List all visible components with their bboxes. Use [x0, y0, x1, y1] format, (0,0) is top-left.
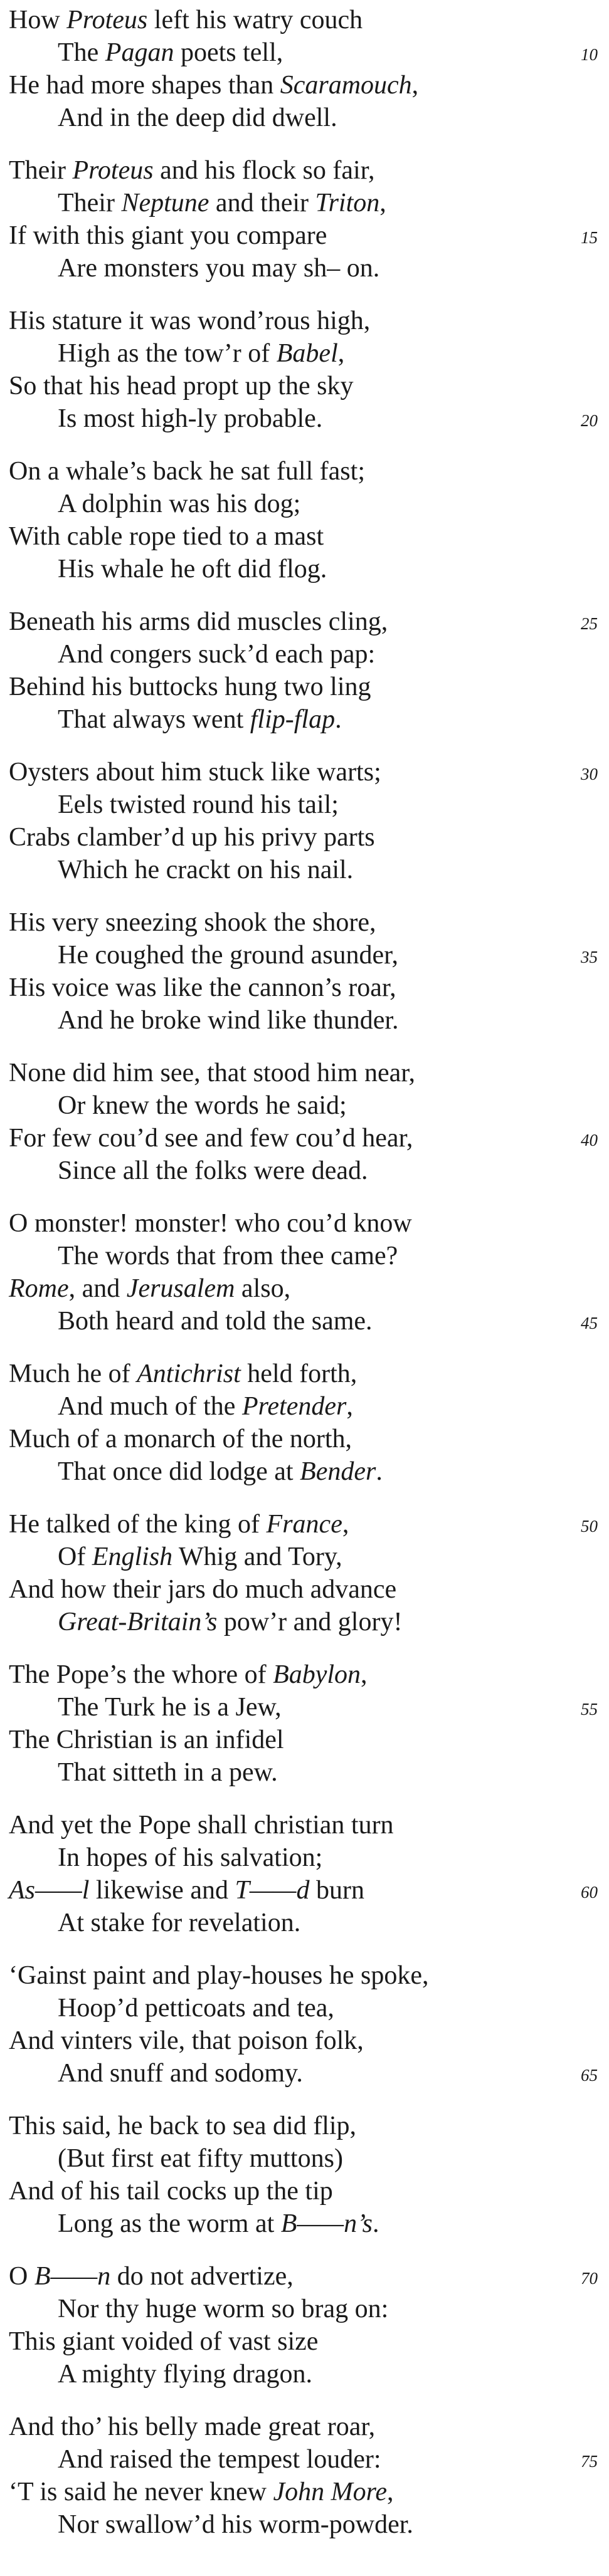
italic-text: Proteus: [72, 156, 154, 185]
verse-text: That always went: [58, 705, 250, 734]
stanza: [0, 1508, 609, 1671]
italic-text: Antichrist: [137, 1359, 241, 1388]
verse-text: .: [376, 1457, 383, 1486]
verse-text: Since all the folks were dead.: [58, 1156, 368, 1185]
verse-line: [9, 2110, 356, 2142]
verse-line: [58, 1240, 398, 1272]
verse-text: With cable rope tied to a mast: [9, 522, 324, 551]
verse-line: [58, 1390, 353, 1423]
verse-line: [9, 154, 374, 187]
verse-line: [9, 971, 396, 1004]
verse-text: On a whale’s back he sat full fast;: [9, 457, 365, 486]
verse-line: [58, 553, 327, 585]
verse-text: ,: [342, 1510, 349, 1539]
verse-text: The words that from thee came?: [58, 1242, 398, 1270]
stanza: [0, 154, 609, 317]
verse-line: [9, 821, 375, 854]
verse-line: [58, 1606, 402, 1638]
verse-line: [58, 638, 375, 671]
verse-text: Is most high-ly probable.: [58, 404, 323, 433]
verse-line: [9, 2476, 394, 2508]
verse-line: [9, 1809, 394, 1841]
verse-text: Which he crackt on his nail.: [58, 856, 354, 884]
verse-text: Their: [58, 189, 122, 217]
verse-line: [58, 402, 322, 435]
verse-text: That once did lodge at: [58, 1457, 300, 1486]
verse-text: For few cou’d see and few cou’d hear,: [9, 1124, 413, 1153]
italic-text: France: [266, 1510, 342, 1539]
verse-line: [9, 69, 418, 102]
verse-line: [58, 2057, 303, 2090]
verse-text: do not advertize,: [110, 2262, 294, 2291]
verse-text: The Turk he is a Jew,: [58, 1693, 282, 1722]
verse-line: [58, 488, 300, 520]
verse-text: ,: [346, 1392, 353, 1421]
verse-line: [58, 1841, 322, 1874]
verse-text: ‘T is said he never knew: [9, 2478, 273, 2506]
line-number: 60: [581, 1883, 598, 1902]
verse-text: Nor thy huge worm so brag on:: [58, 2295, 389, 2323]
verse-text: The Christian is an infidel: [9, 1725, 284, 1754]
italic-text: flip-flap: [250, 705, 336, 734]
verse-text: And he broke wind like thunder.: [58, 1006, 399, 1035]
verse-text: also,: [235, 1274, 291, 1303]
verse-line: [58, 1004, 399, 1037]
verse-text: His voice was like the cannon’s roar,: [9, 973, 396, 1002]
verse-line: [58, 36, 283, 69]
verse-text: In hopes of his salvation;: [58, 1843, 323, 1872]
stanza: [0, 1358, 609, 1521]
verse-text: Nor swallow’d his worm-powder.: [58, 2510, 413, 2539]
italic-text: Pretender: [241, 1392, 347, 1421]
verse-line: [9, 2260, 294, 2293]
verse-line: [58, 2293, 388, 2325]
italic-text: Triton: [315, 189, 380, 217]
verse-text: held forth,: [240, 1359, 357, 1388]
verse-text: .: [335, 705, 342, 734]
line-number: 10: [581, 45, 598, 64]
verse-line: [9, 2024, 364, 2057]
verse-line: [9, 1423, 352, 1455]
verse-text: He had more shapes than: [9, 71, 280, 100]
italic-text: John More: [273, 2478, 387, 2506]
verse-line: [58, 187, 386, 219]
verse-line: [58, 1089, 347, 1122]
verse-text: ,: [379, 189, 386, 217]
verse-text: Oysters about him stuck like warts;: [9, 758, 381, 787]
verse-text: ,: [411, 71, 419, 100]
verse-line: [9, 1122, 413, 1154]
verse-text: and their: [209, 189, 315, 217]
line-number: 65: [581, 2066, 598, 2085]
verse-line: [58, 1305, 373, 1338]
verse-line: [58, 2207, 379, 2240]
verse-text: ‘Gainst paint and play-houses he spoke,: [9, 1961, 429, 1990]
verse-line: [58, 252, 379, 285]
verse-text: His stature it was wond’rous high,: [9, 306, 371, 335]
verse-line: [58, 1455, 383, 1488]
verse-text: Their: [9, 156, 73, 185]
verse-line: [9, 1959, 429, 1992]
verse-line: [9, 1272, 290, 1305]
verse-line: [58, 1907, 300, 1939]
line-number: 40: [581, 1131, 598, 1149]
verse-text: Beneath his arms did muscles cling,: [9, 607, 388, 636]
line-number: 25: [581, 614, 598, 633]
verse-text: Of: [58, 1542, 92, 1571]
italic-text: Babylon: [273, 1660, 361, 1689]
verse-line: [58, 1154, 368, 1187]
verse-text: His whale he oft did flog.: [58, 555, 327, 584]
verse-text: He talked of the king of: [9, 1510, 267, 1539]
verse-text: So that his head propt up the sky: [9, 372, 354, 401]
stanza: [0, 756, 609, 919]
verse-text: And yet the Pope shall christian turn: [9, 1811, 394, 1840]
stanza: [0, 455, 609, 618]
stanza: [0, 1809, 609, 1972]
verse-text: And how their jars do much advance: [9, 1575, 397, 1604]
verse-line: [9, 455, 365, 488]
verse-text: pow’r and glory!: [217, 1608, 403, 1636]
line-number: 45: [581, 1314, 598, 1333]
verse-line: [9, 1724, 284, 1756]
line-number: 20: [581, 411, 598, 430]
verse-text: Behind his buttocks hung two ling: [9, 673, 371, 701]
italic-text: Proteus: [66, 6, 148, 34]
verse-line: [58, 939, 398, 971]
italic-text: Rome: [9, 1274, 69, 1303]
verse-line: [9, 906, 376, 939]
verse-text: burn: [309, 1876, 365, 1905]
verse-text: And snuff and sodomy.: [58, 2059, 303, 2088]
stanza: [0, 2260, 609, 2423]
verse-text: His very sneezing shook the shore,: [9, 908, 376, 937]
verse-text: and his flock so fair,: [153, 156, 375, 185]
verse-line: [9, 520, 324, 553]
verse-line: [58, 337, 344, 370]
verse-text: likewise and: [89, 1876, 235, 1905]
verse-line: [9, 1207, 412, 1240]
stanza: [0, 1057, 609, 1220]
italic-text: Great-Britain’s: [58, 1608, 218, 1636]
verse-text: .: [373, 2209, 379, 2238]
verse-text: This said, he back to sea did flip,: [9, 2112, 357, 2140]
verse-line: [58, 788, 339, 821]
verse-text: This giant voided of vast size: [9, 2327, 319, 2356]
verse-text: Both heard and told the same.: [58, 1307, 373, 1336]
verse-line: [9, 219, 327, 252]
verse-text: Crabs clamber’d up his privy parts: [9, 823, 375, 852]
verse-line: [58, 854, 353, 886]
line-number: 30: [581, 765, 598, 783]
verse-text: And vinters vile, that poison folk,: [9, 2026, 364, 2055]
verse-line: [58, 1691, 282, 1724]
verse-line: [9, 1573, 396, 1606]
verse-text: And raised the tempest louder:: [58, 2445, 381, 2474]
italic-text: English: [92, 1542, 173, 1571]
line-number: 70: [581, 2269, 598, 2288]
verse-line: [9, 305, 370, 337]
italic-text: As——l: [9, 1876, 90, 1905]
verse-line: [58, 2443, 381, 2476]
verse-line: [58, 1992, 334, 2024]
italic-text: Babel: [276, 339, 338, 368]
verse-text: (But first eat fifty muttons): [58, 2144, 343, 2173]
verse-text: poets tell,: [174, 38, 283, 67]
verse-text: ,: [337, 339, 345, 368]
stanza: [0, 906, 609, 1069]
verse-line: [9, 1508, 349, 1541]
verse-line: [58, 2358, 312, 2390]
italic-text: Scaramouch: [280, 71, 412, 100]
italic-text: Bender: [300, 1457, 376, 1486]
verse-text: If with this giant you compare: [9, 221, 327, 250]
verse-text: left his watry couch: [147, 6, 363, 34]
stanza: [0, 2411, 609, 2573]
verse-text: And of his tail cocks up the tip: [9, 2177, 333, 2206]
verse-text: He coughed the ground asunder,: [58, 941, 398, 970]
verse-text: Or knew the words he said;: [58, 1091, 347, 1120]
line-number: 55: [581, 1700, 598, 1719]
verse-text: Whig and Tory,: [172, 1542, 342, 1571]
verse-line: [9, 1057, 415, 1089]
verse-text: , and: [68, 1274, 127, 1303]
line-number: 35: [581, 948, 598, 966]
verse-text: And much of the: [58, 1392, 242, 1421]
verse-text: That sitteth in a pew.: [58, 1758, 278, 1787]
verse-text: ,: [387, 2478, 394, 2506]
verse-text: And congers suck’d each pap:: [58, 640, 376, 669]
stanza: [0, 1207, 609, 1370]
italic-text: B——n’s: [280, 2209, 373, 2238]
stanza: [0, 1658, 609, 1821]
verse-text: Are monsters you may sh– on.: [58, 254, 380, 283]
verse-line: [9, 671, 371, 703]
verse-text: Hoop’d petticoats and tea,: [58, 1994, 334, 2023]
italic-text: B——n: [34, 2262, 111, 2291]
verse-text: Eels twisted round his tail;: [58, 790, 339, 819]
verse-text: O: [9, 2262, 34, 2291]
verse-line: [9, 605, 388, 638]
stanza: [0, 2110, 609, 2273]
stanza: [0, 4, 609, 167]
verse-line: [58, 2508, 413, 2541]
verse-line: [58, 1756, 278, 1789]
verse-line: [9, 756, 381, 788]
verse-text: None did him see, that stood him near,: [9, 1059, 416, 1087]
italic-text: Jerusalem: [126, 1274, 235, 1303]
verse-text: Much of a monarch of the north,: [9, 1425, 352, 1453]
verse-text: Much he of: [9, 1359, 137, 1388]
italic-text: Neptune: [121, 189, 209, 217]
verse-text: How: [9, 6, 67, 34]
verse-text: And in the deep did dwell.: [58, 103, 337, 132]
verse-line: [58, 1541, 342, 1573]
verse-text: O monster! monster! who cou’d know: [9, 1209, 412, 1238]
verse-line: [9, 2411, 375, 2443]
verse-line: [9, 2325, 318, 2358]
verse-text: A dolphin was his dog;: [58, 490, 301, 518]
verse-line: [58, 102, 337, 134]
verse-text: High as the tow’r of: [58, 339, 277, 368]
stanza: [0, 1959, 609, 2122]
verse-text: And tho’ his belly made great roar,: [9, 2412, 376, 2441]
verse-line: [9, 2175, 333, 2207]
verse-line: [9, 370, 353, 402]
verse-text: A mighty flying dragon.: [58, 2360, 312, 2389]
verse-line: [9, 1358, 357, 1390]
verse-line: [9, 1658, 368, 1691]
verse-line: [58, 2142, 343, 2175]
verse-line: [9, 1874, 364, 1907]
line-number: 75: [581, 2452, 598, 2471]
verse-line: [9, 4, 363, 36]
italic-text: Pagan: [105, 38, 174, 67]
verse-text: The: [58, 38, 105, 67]
verse-text: At stake for revelation.: [58, 1908, 301, 1937]
line-number: 50: [581, 1517, 598, 1536]
verse-text: Long as the worm at: [58, 2209, 281, 2238]
verse-text: The Pope’s the whore of: [9, 1660, 273, 1689]
verse-text: ,: [361, 1660, 368, 1689]
italic-text: T——d: [235, 1876, 310, 1905]
stanza: [0, 305, 609, 468]
stanza: [0, 605, 609, 768]
line-number: 15: [581, 228, 598, 247]
verse-line: [58, 703, 342, 736]
